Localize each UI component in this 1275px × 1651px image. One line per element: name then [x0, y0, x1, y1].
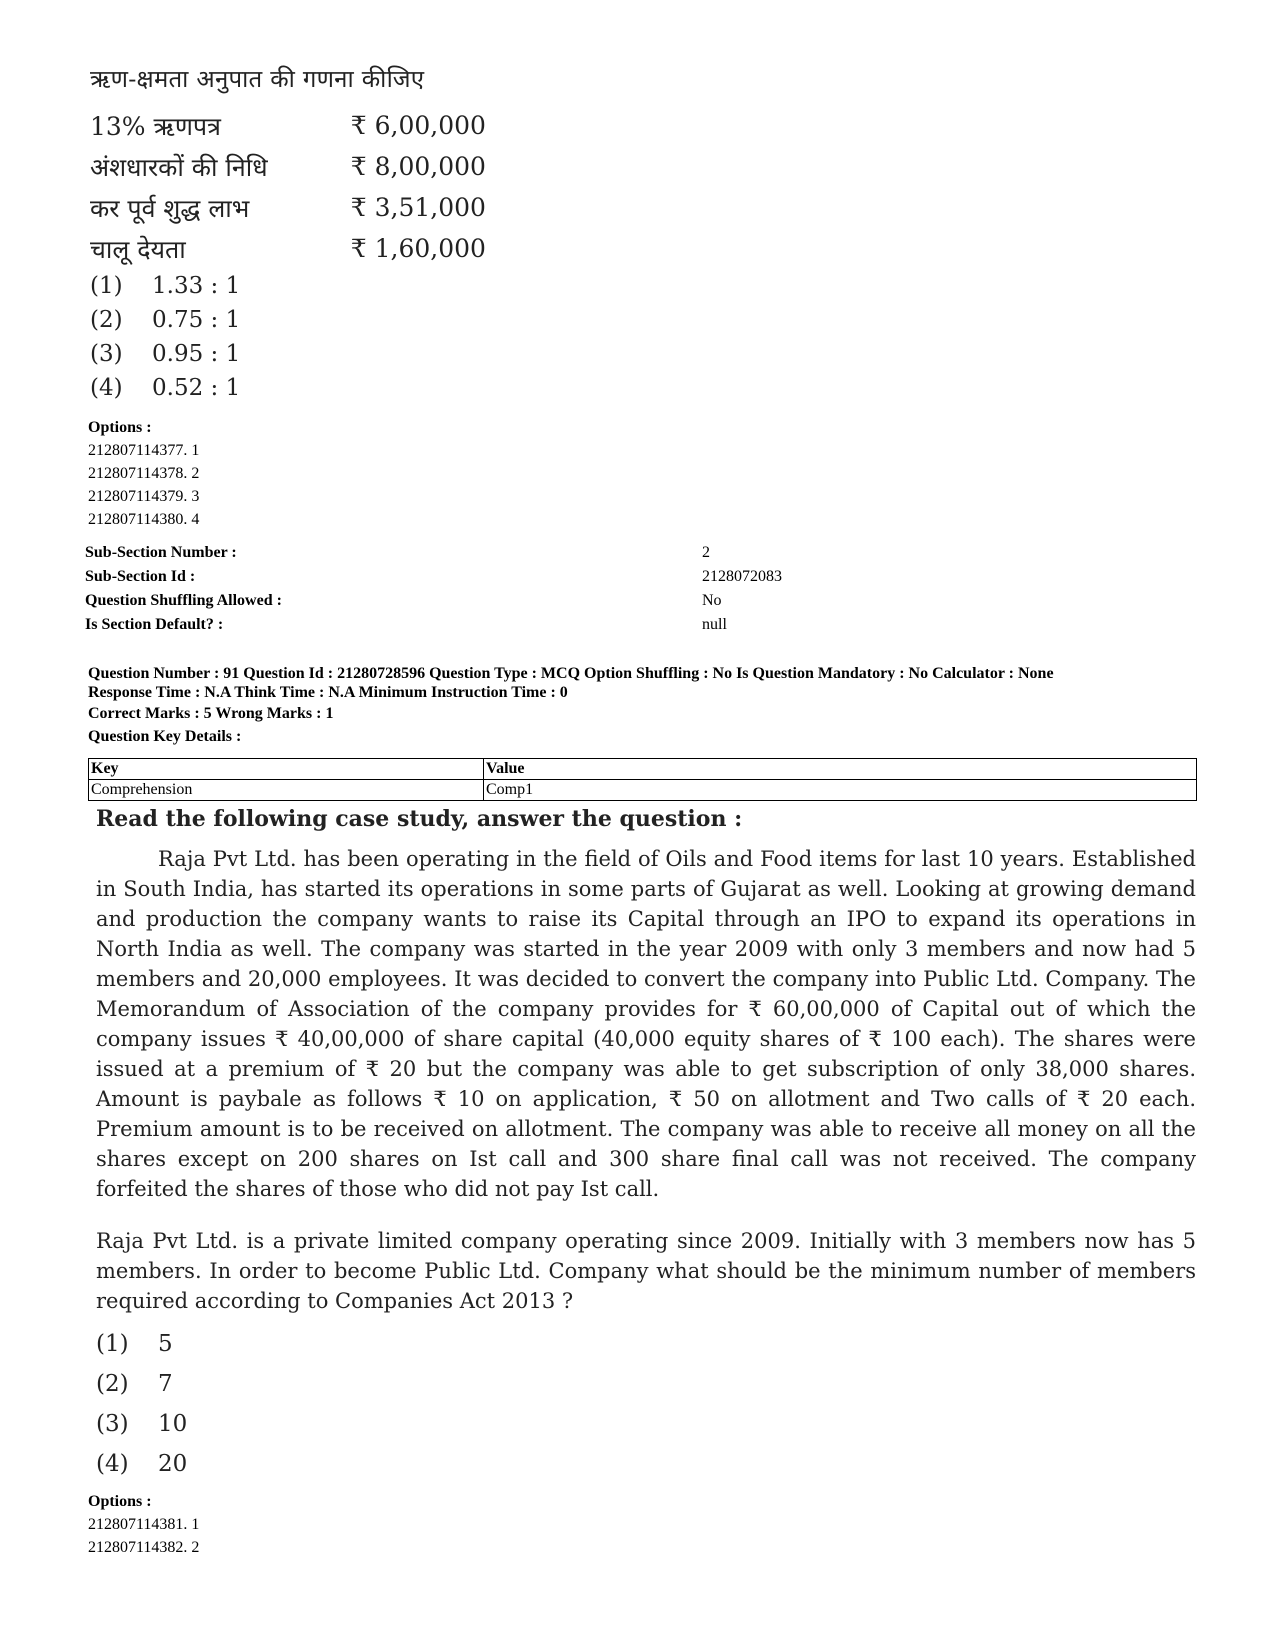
subsection-key: Is Section Default? : — [85, 615, 224, 633]
option-number: (3) — [90, 341, 123, 367]
option-text: 1.33 : 1 — [152, 273, 241, 299]
data-row — [90, 187, 510, 228]
row-label: कर पूर्व शुद्ध लाभ — [90, 193, 250, 223]
question-text: Raja Pvt Ltd. is a private limited company operating since 2009. Initially with 3 members now has 5 members. In order to become Public Ltd. Company what should be the minimum number of members required according to Companies Act 2013 ? — [96, 1229, 1196, 1313]
answer-option — [90, 371, 510, 405]
option-text: 0.75 : 1 — [152, 307, 241, 333]
answer-option — [96, 1404, 1196, 1444]
row-value: ₹ 3,51,000 — [350, 193, 486, 222]
marks-line: Correct Marks : 5 Wrong Marks : 1 — [88, 705, 334, 722]
row-value: ₹ 8,00,000 — [350, 152, 486, 181]
row-value: ₹ 1,60,000 — [350, 234, 486, 263]
table-cell: Comprehension — [89, 780, 484, 801]
subsection-value: No — [702, 591, 722, 609]
table-header-cell: Key — [89, 759, 484, 780]
data-row — [90, 146, 510, 187]
option-number: (1) — [96, 1331, 129, 1357]
table-header-cell: Value — [484, 759, 1197, 780]
option-number: (4) — [90, 375, 123, 401]
options-label: Options : — [88, 1493, 152, 1510]
question-key-table — [88, 758, 1197, 801]
option-id: 212807114379. 3 — [88, 488, 200, 505]
answer-option — [90, 303, 510, 337]
subsection-value: 2 — [702, 543, 710, 561]
question-meta-line: Question Number : 91 Question Id : 21280728596 Question Type : MCQ Option Shuffling : No Is Question Mandatory : No Calculator : None — [88, 665, 1054, 682]
question-meta-line: Response Time : N.A Think Time : N.A Minimum Instruction Time : 0 — [88, 684, 568, 701]
option-text: 5 — [158, 1331, 173, 1357]
subsection-key: Question Shuffling Allowed : — [85, 591, 282, 609]
subsection-key: Sub-Section Number : — [85, 543, 237, 561]
option-text: 20 — [158, 1451, 188, 1477]
subsection-row — [85, 588, 1195, 612]
subsection-value: 2128072083 — [702, 567, 782, 585]
table-row — [89, 780, 1197, 801]
option-number: (1) — [90, 273, 123, 299]
option-id: 212807114378. 2 — [88, 465, 200, 482]
question-image-1 — [90, 62, 510, 405]
row-label: अंशधारकों की निधि — [90, 152, 268, 182]
option-number: (4) — [96, 1451, 129, 1477]
option-number: (3) — [96, 1411, 129, 1437]
row-label: 13% ऋणपत्र — [90, 111, 221, 141]
option-id: 212807114380. 4 — [88, 511, 200, 528]
options-list — [88, 416, 199, 531]
key-details-label: Question Key Details : — [88, 728, 242, 745]
option-id: 212807114381. 1 — [88, 1516, 200, 1533]
option-id: 212807114377. 1 — [88, 442, 200, 459]
answer-option — [90, 269, 510, 303]
option-number: (2) — [96, 1371, 129, 1397]
subsection-row — [85, 612, 1195, 636]
question-meta — [88, 664, 1198, 748]
answer-option — [96, 1364, 1196, 1404]
subsection-value: null — [702, 615, 727, 633]
answer-option — [96, 1324, 1196, 1364]
subsection-details — [85, 540, 1195, 636]
option-number: (2) — [90, 307, 123, 333]
answer-options — [96, 1324, 1196, 1484]
options-list — [88, 1490, 199, 1559]
option-text: 10 — [158, 1411, 188, 1437]
option-text: 7 — [158, 1371, 173, 1397]
subsection-row — [85, 564, 1195, 588]
options-label: Options : — [88, 419, 152, 436]
subsection-row — [85, 540, 1195, 564]
case-study-heading: Read the following case study, answer the question : — [96, 806, 743, 832]
subsection-key: Sub-Section Id : — [85, 567, 196, 585]
row-label: चालू देयता — [90, 234, 186, 264]
data-list — [90, 105, 510, 269]
table-cell: Comp1 — [484, 780, 1197, 801]
option-text: 0.95 : 1 — [152, 341, 241, 367]
case-study-paragraph: Raja Pvt Ltd. has been operating in the field of Oils and Food items for last 10 years. Established in South India, has started its operations in some parts of Gujarat as well. Looking at growing demand and production the company wants to raise its Capital through an IPO to expand its operations in North India as well. The company was started in the year 2009 with only 3 members and now had 5 members and 20,000 employees. It was decided to convert the company into Public Ltd. Company. The Memorandum of Association of the company provides for ₹ 60,00,000 of Capital out of which the company issues ₹ 40,00,000 of share capital (40,000 equity shares of ₹ 100 each). The shares were issued at a premium of ₹ 20 but the company was able to get subscription of only 38,000 shares. Amount is paybale as follows ₹ 10 on application, ₹ 50 on allotment and Two calls of ₹ 20 each. Premium amount is to be received on allotment. The company was able to receive all money on all the shares except on 200 shares on Ist call and 300 share final call was not received. The company forfeited the shares of those who did not pay Ist call. — [96, 847, 1196, 1201]
question-heading: ऋण-क्षमता अनुपात की गणना कीजिए — [90, 65, 425, 93]
data-row — [90, 228, 510, 269]
option-text: 0.52 : 1 — [152, 375, 241, 401]
row-value: ₹ 6,00,000 — [350, 111, 486, 140]
answer-options — [90, 269, 510, 405]
data-row — [90, 105, 510, 146]
option-id: 212807114382. 2 — [88, 1539, 200, 1556]
answer-option — [96, 1444, 1196, 1484]
answer-option — [90, 337, 510, 371]
question-image-2 — [96, 806, 1196, 1484]
table-header-row — [89, 759, 1197, 780]
